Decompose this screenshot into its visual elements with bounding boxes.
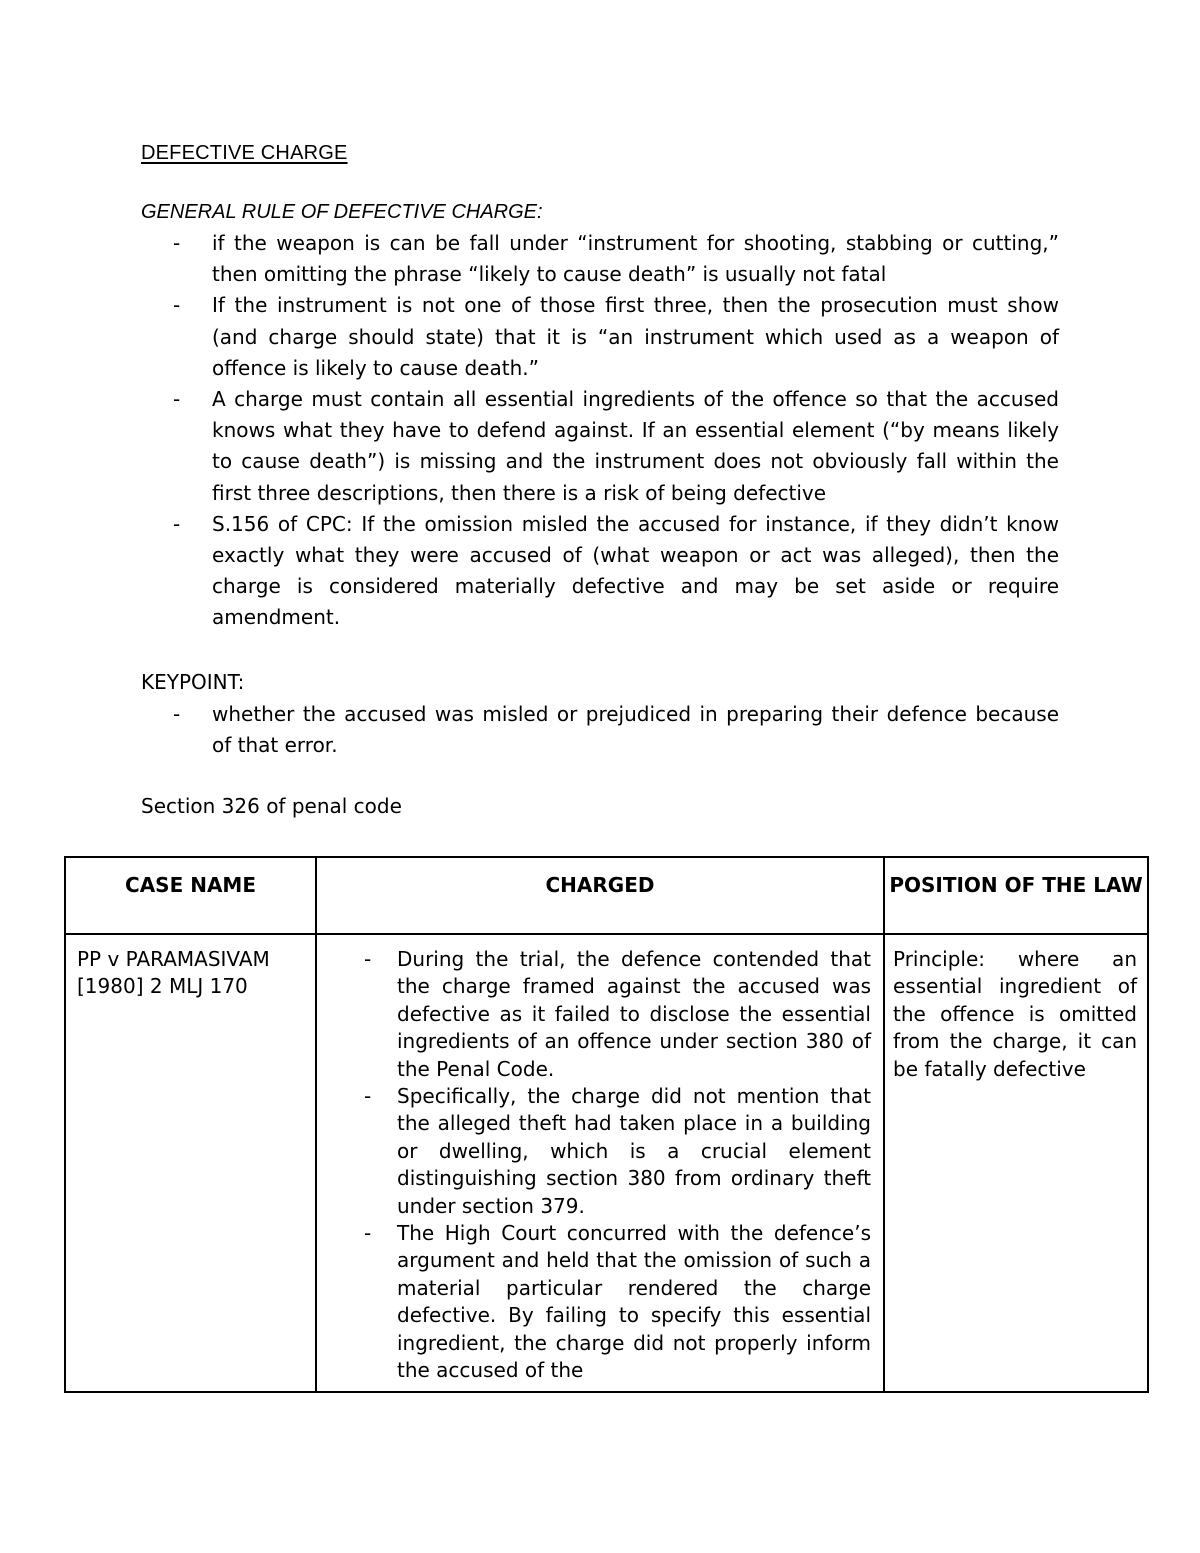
- list-item: [141, 290, 1059, 384]
- bullet-dash: -: [173, 387, 181, 412]
- table-header-row: [65, 857, 1148, 934]
- list-item-text: If the instrument is not one of those first three, then the prosecution must show (and charge should state) that it is “an instrument which used as a weapon of offence is likely to cause death.”: [212, 293, 1059, 380]
- table-row: [65, 934, 1148, 1392]
- list-item-text: During the trial, the defence contended that the charge framed against the accused was defective as it failed to disclose the essential ingredients of an offence under section 380 of the Penal Code.: [397, 947, 871, 1081]
- list-item-text: A charge must contain all essential ingredients of the offence so that the accused knows what they have to defend against. If an essential element (“by means likely to cause death”) is missing and the instrument does not obviously fall within the first three descriptions, then there is a risk of being defective: [212, 387, 1059, 505]
- case-name-cell: PP v PARAMASIVAM [1980] 2 MLJ 170: [65, 934, 316, 1392]
- bullet-dash: -: [173, 702, 181, 726]
- list-item: [141, 228, 1059, 290]
- charged-cell: [316, 934, 884, 1392]
- position-of-law-text: Principle: where an essential ingredient of the offence is omitted from the charge, it can be fatally defective: [893, 947, 1137, 1081]
- list-item: [317, 946, 871, 1083]
- section-heading: Section 326 of penal code: [141, 794, 402, 818]
- general-rule-list: [141, 228, 1059, 634]
- list-item-text: The High Court concurred with the defence’s argument and held that the omission of such a material particular rendered the charge defective. By failing to specify this essential ingredient, the charge did not properly inform the accused of the: [397, 1221, 871, 1383]
- header-position-of-law: POSITION OF THE LAW: [884, 857, 1148, 934]
- list-item-text: whether the accused was misled or prejudiced in preparing their defence because of that error.: [212, 702, 1059, 758]
- bullet-dash: -: [173, 511, 181, 536]
- case-table: [64, 856, 1149, 1393]
- header-charged: CHARGED: [316, 857, 884, 934]
- bullet-dash: -: [364, 1221, 372, 1246]
- header-case-name: CASE NAME: [65, 857, 316, 934]
- keypoint-heading: KEYPOINT:: [141, 670, 245, 694]
- document-title: DEFECTIVE CHARGE: [141, 142, 348, 164]
- list-item: [141, 699, 1059, 761]
- list-item: [317, 1220, 871, 1384]
- bullet-dash: -: [173, 231, 181, 255]
- keypoint-list: [141, 699, 1059, 761]
- list-item: [141, 384, 1059, 509]
- list-item-text: Specifically, the charge did not mention that the alleged theft had taken place in a building or dwelling, which is a crucial element distinguishing section 380 from ordinary theft under section 379.: [397, 1084, 871, 1218]
- list-item-text: if the weapon is can be fall under “instrument for shooting, stabbing or cutting,” then omitting the phrase “likely to cause death” is usually not fatal: [212, 231, 1059, 287]
- list-item: [317, 1083, 871, 1220]
- list-item-text: S.156 of CPC: If the omission misled the accused for instance, if they didn’t know exactly what they were accused of (what weapon or act was alleged), then the charge is considered materially defective and may be set aside or require amendment.: [212, 511, 1059, 630]
- bullet-dash: -: [173, 293, 181, 318]
- general-rule-heading: GENERAL RULE OF DEFECTIVE CHARGE:: [141, 201, 543, 223]
- charged-list: [317, 946, 871, 1385]
- bullet-dash: -: [364, 947, 372, 971]
- list-item: [141, 509, 1059, 634]
- position-of-law-cell: [884, 934, 1148, 1392]
- bullet-dash: -: [364, 1084, 372, 1109]
